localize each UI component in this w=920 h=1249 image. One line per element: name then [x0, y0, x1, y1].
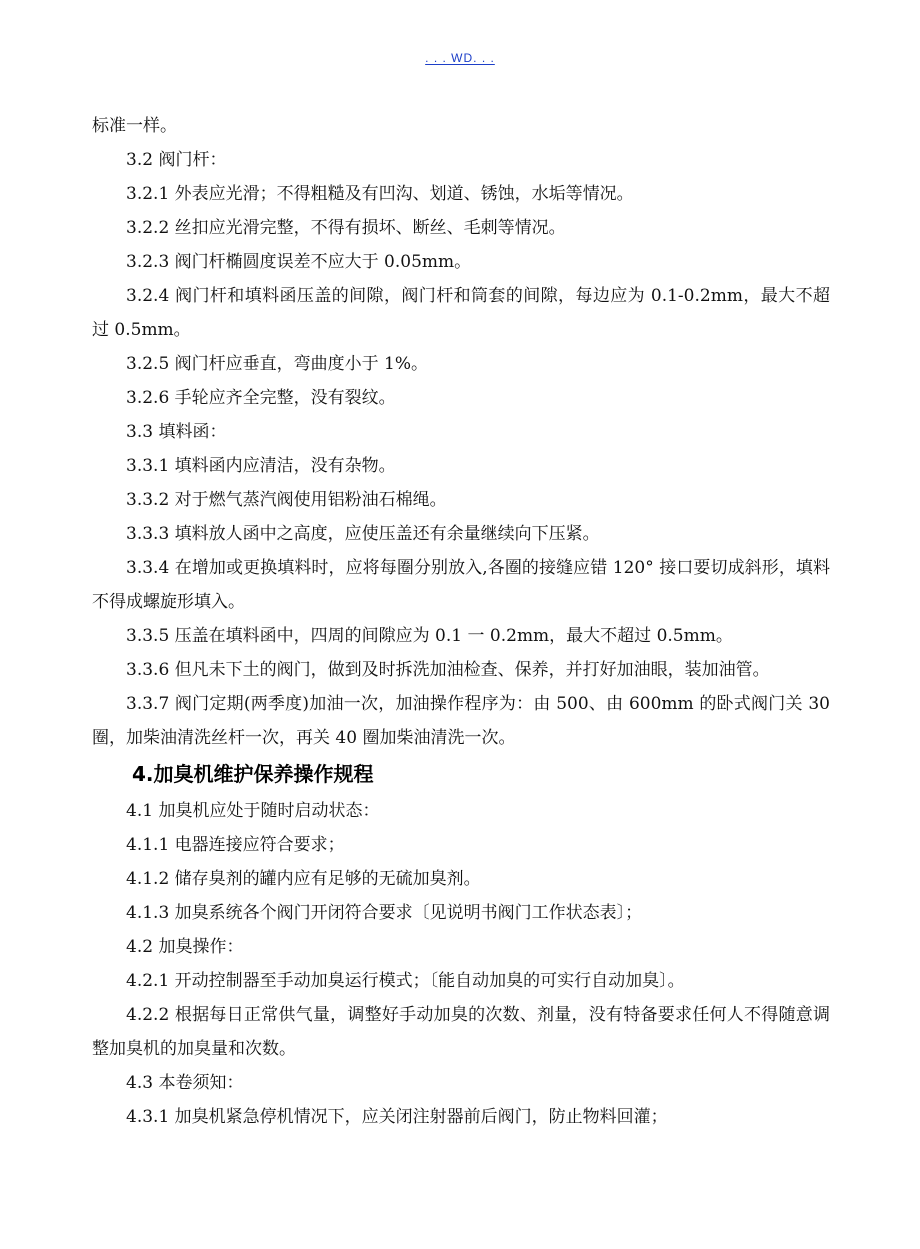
paragraph-3-3-7: 3.3.7 阀门定期(两季度)加油一次，加油操作程序为：由 500、由 600mm 的卧式阀门关 30 圈，加柴油清洗丝杆一次，再关 40 圈加柴油清洗一次。 — [92, 694, 830, 748]
paragraph-4-3: 4.3 本卷须知： — [126, 1073, 244, 1093]
paragraph-3-2-1: 3.2.1 外表应光滑；不得粗糙及有凹沟、划道、锈蚀，水垢等情况。 — [126, 184, 634, 204]
document-body — [92, 109, 830, 1134]
section-heading-4: 4.加臭机维护保养操作规程 — [132, 762, 374, 786]
paragraph-3-3-5: 3.3.5 压盖在填料函中，四周的间隙应为 0.1 一 0.2mm，最大不超过 0.5mm。 — [126, 626, 733, 646]
paragraph-continuation: 标准一样。 — [92, 116, 177, 136]
paragraph-4-2: 4.2 加臭操作： — [126, 937, 244, 957]
paragraph-4-2-1: 4.2.1 开动控制器至手动加臭运行模式；〔能自动加臭的可实行自动加臭〕。 — [126, 971, 685, 991]
header-mark-link[interactable]: . . . WD. . . — [425, 51, 495, 65]
paragraph-3-2: 3.2 阀门杆： — [126, 150, 227, 170]
paragraph-3-2-5: 3.2.5 阀门杆应垂直，弯曲度小于 1%。 — [126, 354, 429, 374]
paragraph-3-2-2: 3.2.2 丝扣应光滑完整，不得有损坏、断丝、毛刺等情况。 — [126, 218, 566, 238]
paragraph-3-3-6: 3.3.6 但凡未下土的阀门，做到及时拆洗加油检查、保养，并打好加油眼，装加油管。 — [126, 660, 770, 680]
paragraph-4-2-2: 4.2.2 根据每日正常供气量，调整好手动加臭的次数、剂量，没有特备要求任何人不得随意调整加臭机的加臭量和次数。 — [92, 1005, 830, 1059]
paragraph-3-3: 3.3 填料函： — [126, 422, 227, 442]
paragraph-3-2-3: 3.2.3 阀门杆椭圆度误差不应大于 0.05mm。 — [126, 252, 472, 272]
paragraph-4-1-2: 4.1.2 储存臭剂的罐内应有足够的无硫加臭剂。 — [126, 869, 481, 889]
paragraph-3-2-4: 3.2.4 阀门杆和填料函压盖的间隙，阀门杆和筒套的间隙，每边应为 0.1-0.2mm，最大不超过 0.5mm。 — [92, 286, 830, 340]
paragraph-4-3-1: 4.3.1 加臭机紧急停机情况下，应关闭注射器前后阀门，防止物料回灌； — [126, 1107, 668, 1127]
page-header — [0, 50, 920, 66]
paragraph-3-3-2: 3.3.2 对于燃气蒸汽阀使用铝粉油石棉绳。 — [126, 490, 447, 510]
paragraph-4-1-1: 4.1.1 电器连接应符合要求； — [126, 835, 345, 855]
paragraph-4-1: 4.1 加臭机应处于随时启动状态： — [126, 801, 380, 821]
paragraph-3-3-3: 3.3.3 填料放人函中之高度，应使压盖还有余量继续向下压紧。 — [126, 524, 600, 544]
paragraph-4-1-3: 4.1.3 加臭系统各个阀门开闭符合要求〔见说明书阀门工作状态表〕； — [126, 903, 643, 923]
paragraph-3-2-6: 3.2.6 手轮应齐全完整，没有裂纹。 — [126, 388, 396, 408]
paragraph-3-3-4: 3.3.4 在增加或更换填料时，应将每圈分别放入,各圈的接缝应错 120° 接口要切成斜形，填料不得成螺旋形填入。 — [92, 558, 830, 612]
paragraph-3-3-1: 3.3.1 填料函内应清洁，没有杂物。 — [126, 456, 396, 476]
